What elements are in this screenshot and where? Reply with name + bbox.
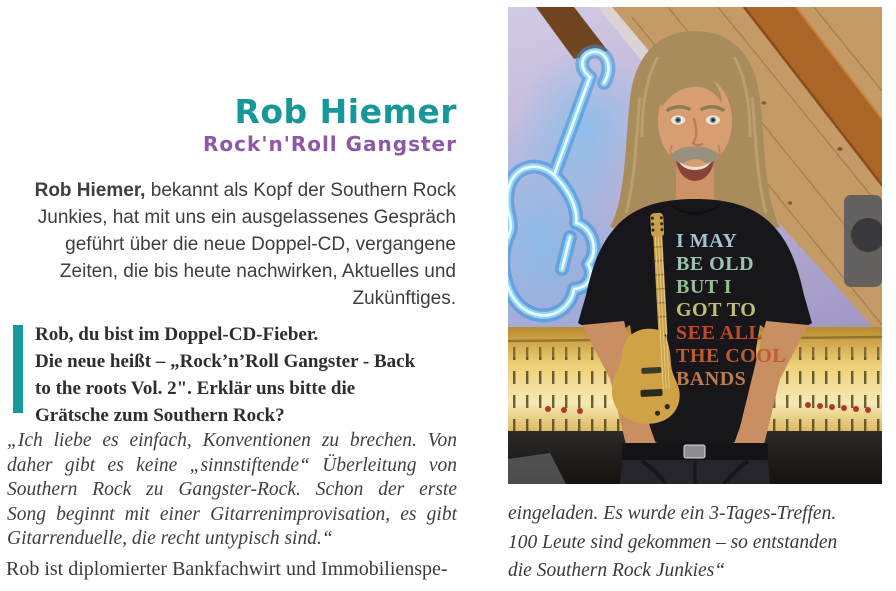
caption-line: eingeladen. Es wurde ein 3-Tages-Treffen.: [508, 503, 837, 524]
answer-line: Southern Rock zu Gangster-Rock. Schon der erste: [7, 479, 457, 500]
intro-bold-name: Rob Hiemer,: [34, 180, 146, 201]
photo-caption: [508, 500, 892, 586]
intro-paragraph: [0, 177, 456, 312]
answer-line: Gitarrenduelle, die recht untypisch sind.“: [7, 528, 333, 549]
intro-line: geführt über die neue Doppel-CD, vergangene: [65, 234, 456, 255]
tshirt-text-line: I MAY: [676, 230, 738, 252]
answer-line: Song beginnt mit einer Gitarrenimprovisation, es gibt: [7, 503, 457, 525]
intro-line-rest: bekannt als Kopf der Southern Rock: [145, 180, 456, 201]
tshirt-text-line: SEE ALL: [676, 322, 763, 344]
intro-line: Zeiten, die bis heute nachwirken, Aktuelles und: [59, 261, 456, 282]
article-title: Rob Hiemer: [234, 92, 457, 131]
tshirt-text-line: THE COOL: [676, 345, 787, 367]
question-accent-bar: [13, 325, 23, 413]
answer-line: daher gibt es keine „sinnstiftende“ Überleitung von: [7, 454, 457, 476]
tshirt-text-line: GOT TO: [676, 299, 757, 321]
question-line: Rob, du bist im Doppel-CD-Fieber.: [35, 324, 319, 345]
interview-question: [35, 321, 465, 429]
rob-hiemer-photo: [508, 7, 882, 484]
question-line: Die neue heißt – „Rock’n’Roll Gangster - Back: [35, 351, 416, 372]
studio-photo-illustration: [508, 7, 882, 484]
intro-line: Junkies, hat mit uns ein ausgelassenes Gespräch: [37, 207, 456, 228]
caption-line: die Southern Rock Junkies“: [508, 560, 726, 581]
interview-answer: [7, 429, 457, 552]
intro-line: Zukünftiges.: [352, 288, 456, 309]
tshirt-text-line: BANDS: [676, 368, 747, 390]
tshirt-text-line: BUT I: [676, 276, 733, 298]
body-paragraph-start: Rob ist diplomierter Bankfachwirt und Immobilienspe-: [6, 558, 448, 580]
studio-speaker: [844, 195, 882, 287]
intro-line: [0, 177, 456, 204]
article-subtitle: Rock'n'Roll Gangster: [203, 132, 457, 156]
caption-line: 100 Leute sind gekommen – so entstanden: [508, 531, 838, 553]
jeans: [620, 443, 770, 484]
tshirt-text-line: BE OLD: [676, 253, 755, 275]
question-line: to the roots Vol. 2". Erklär uns bitte die: [35, 378, 356, 399]
answer-line: „Ich liebe es einfach, Konventionen zu brechen. Von: [7, 430, 457, 451]
question-line: Grätsche zum Southern Rock?: [35, 405, 285, 426]
